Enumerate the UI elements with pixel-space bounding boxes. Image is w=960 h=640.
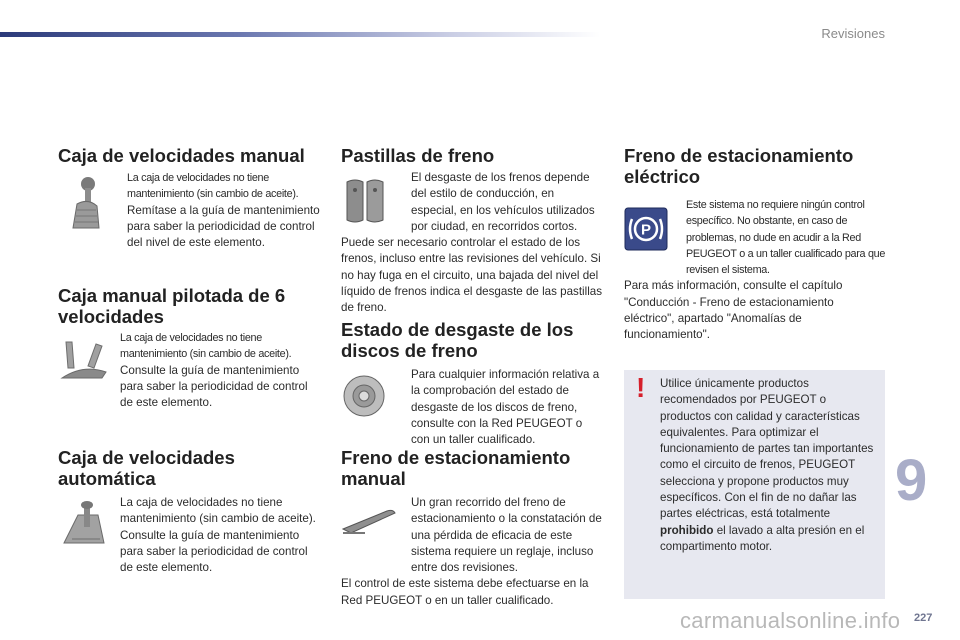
manual-parking-brake-body: El control de este sistema debe efectuarse en la Red PEUGEOT o en un taller cualificado. bbox=[341, 577, 589, 607]
svg-text:P: P bbox=[640, 221, 652, 239]
electric-parking-brake-section bbox=[624, 145, 886, 344]
parking-brake-switch-icon bbox=[624, 207, 670, 278]
gear-paddles-icon bbox=[58, 338, 108, 411]
gear-lever-icon bbox=[63, 174, 109, 251]
piloted-gearbox-body: Consulte la guía de mantenimiento para saber la periodicidad de control de este elemento. bbox=[120, 363, 308, 410]
warning-notice-text-after: el lavado a alta presión en el compartimento motor. bbox=[660, 523, 865, 553]
warning-notice-text bbox=[660, 376, 880, 555]
watermark: carmanualsonline.info bbox=[680, 608, 901, 633]
piloted-gearbox-title: Caja manual pilotada de 6 velocidades bbox=[58, 285, 286, 327]
manual-gearbox-section bbox=[58, 145, 322, 251]
brake-discs-body: Para cualquier información relativa a la comprobación del estado de desgaste de los discos de freno, consulte con la Red PEUGEOT o con un taller cualificado. bbox=[411, 368, 600, 447]
brake-pads-icon bbox=[341, 174, 391, 235]
page-number: 227 bbox=[914, 612, 933, 624]
warning-exclamation-icon: ! bbox=[636, 372, 646, 403]
warning-notice-box bbox=[624, 370, 885, 599]
brake-disc-icon bbox=[341, 373, 391, 448]
electric-parking-brake-body: Para más información, consulte el capítulo "Conducción - Freno de estacionamiento eléctrico", apartado "Anomalías de funcionamiento". bbox=[624, 279, 843, 342]
automatic-gearbox-section bbox=[58, 447, 322, 576]
brake-pads-section bbox=[341, 145, 603, 317]
manual-gearbox-note: La caja de velocidades no tiene mantenimiento (sin cambio de aceite). bbox=[127, 172, 299, 201]
brake-pads-intro: El desgaste de los frenos depende del estilo de conducción, en especial, en los vehículos utilizados por ciudad, en recorridos cortos. bbox=[411, 171, 595, 233]
brake-discs-title: Estado de desgaste de los discos de freno bbox=[341, 319, 574, 361]
manual-gearbox-title: Caja de velocidades manual bbox=[58, 145, 305, 166]
manual-parking-brake-section bbox=[341, 447, 603, 609]
piloted-gearbox-note: La caja de velocidades no tiene mantenimiento (sin cambio de aceite). bbox=[120, 332, 292, 361]
handbrake-lever-icon bbox=[341, 505, 399, 576]
manual-gearbox-body: Remítase a la guía de mantenimiento para saber la periodicidad de control del nivel de este elemento. bbox=[127, 203, 320, 250]
brake-discs-section bbox=[341, 319, 603, 448]
automatic-gearbox-title: Caja de velocidades automática bbox=[58, 447, 235, 489]
electric-parking-brake-note: Este sistema no requiere ningún control específico. No obstante, en caso de problemas, no dude en acudir a la Red PEUGEOT o a un taller cualificado para que revisen el sistema. bbox=[686, 199, 886, 277]
warning-notice-text-before: Utilice únicamente productos recomendados por PEUGEOT o productos con calidad y características equivalentes. Para optimizar el funcionamiento de partes tan importantes como el circuito de frenos, PEUGEOT selecciona y propone productos muy específicos. Con el fin de no dañar las partes eléctricas, está totalmente bbox=[660, 377, 874, 521]
brake-pads-body: Puede ser necesario controlar el estado de los frenos, incluso entre las revisiones del vehículo. Si no hay fuga en el circuito, una bajada del nivel del líquido de frenos indica el desgaste de las pastillas de freno. bbox=[341, 236, 603, 315]
brake-pads-title: Pastillas de freno bbox=[341, 145, 495, 166]
warning-notice-text-bold: prohibido bbox=[660, 523, 714, 537]
electric-parking-brake-title: Freno de estacionamiento eléctrico bbox=[624, 145, 854, 187]
section-title: Revisiones bbox=[821, 26, 885, 41]
automatic-gearbox-body: La caja de velocidades no tiene mantenimiento (sin cambio de aceite). Consulte la guía de mantenimiento para saber la periodicidad de control de este elemento. bbox=[120, 496, 316, 575]
automatic-selector-icon bbox=[58, 499, 108, 576]
manual-parking-brake-intro: Un gran recorrido del freno de estacionamiento o la constatación de una pérdida de eficacia de este sistema requiere un reglaje, incluso entre dos revisiones. bbox=[411, 496, 602, 575]
chapter-number: 9 bbox=[895, 448, 928, 513]
manual-parking-brake-title: Freno de estacionamiento manual bbox=[341, 447, 571, 489]
header-bar bbox=[0, 32, 600, 37]
piloted-gearbox-section bbox=[58, 285, 322, 411]
